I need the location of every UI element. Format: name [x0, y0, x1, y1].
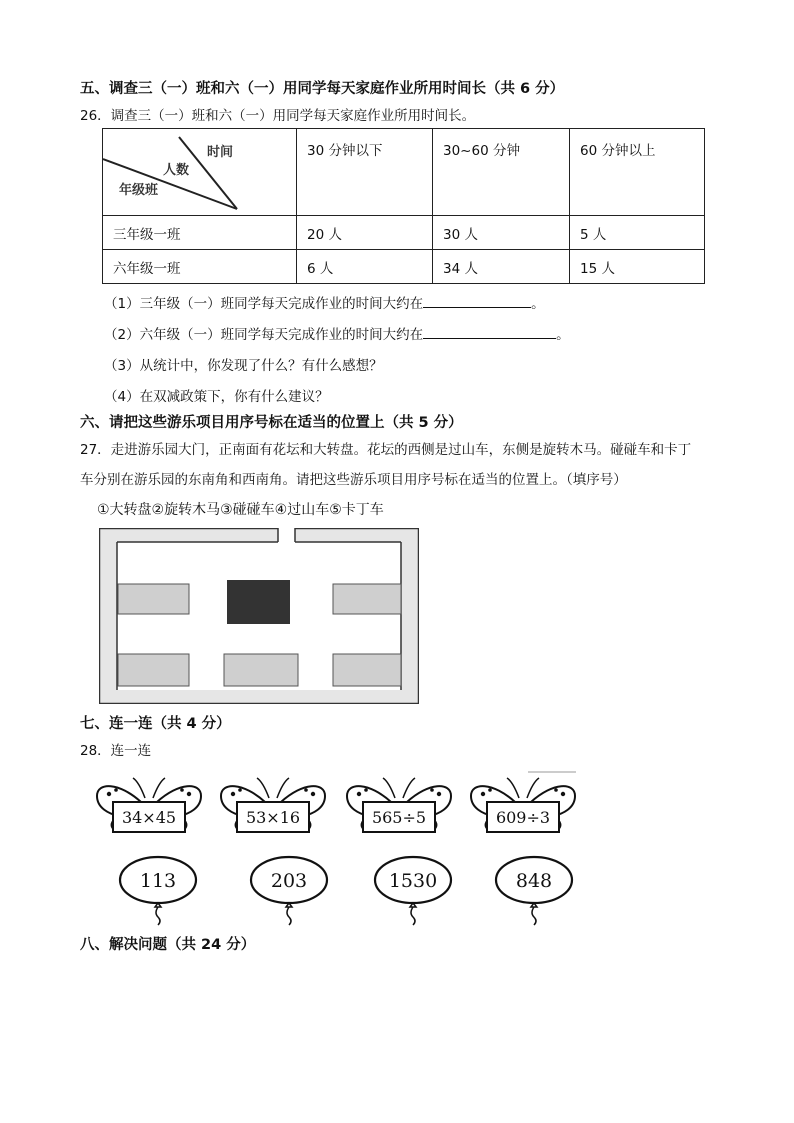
homework-time-table	[102, 128, 705, 284]
butterfly-card[interactable]	[471, 778, 575, 832]
balloon-string	[531, 903, 537, 925]
sub-question-2	[104, 323, 570, 343]
butterfly-card[interactable]	[97, 778, 201, 832]
butterfly-antenna	[527, 778, 539, 798]
section8-heading: 八、解决问题（共 24 分）	[80, 937, 256, 953]
expression-text: 565÷5	[371, 808, 427, 827]
table-cell: 34 人	[433, 250, 570, 284]
sub-question-3: （3）从统计中，你发现了什么？有什么感想？	[104, 358, 383, 374]
answer-text: 113	[139, 870, 177, 892]
table-cell: 20 人	[297, 216, 433, 250]
question-26-text: 26．调查三（一）班和六（一）用同学每天家庭作业所用时间长。	[80, 108, 476, 124]
expression-text: 53×16	[245, 808, 301, 827]
question-28-text: 28．连一连	[80, 743, 152, 759]
amusement-park-map	[99, 528, 419, 704]
plot-southeast	[333, 654, 401, 686]
row-label: 三年级一班	[103, 216, 297, 250]
balloon-answer[interactable]	[120, 857, 196, 925]
table-cell: 6 人	[297, 250, 433, 284]
balloon-string	[286, 903, 292, 925]
butterfly-card[interactable]	[221, 778, 325, 832]
butterfly-antenna	[153, 778, 165, 798]
answer-blank-1[interactable]	[423, 293, 531, 308]
balloon-answer[interactable]	[496, 857, 572, 925]
plot-southwest	[118, 654, 189, 686]
butterfly-antenna	[277, 778, 289, 798]
column-header-2: 30~60 分钟	[433, 129, 570, 216]
diagonal-lines	[103, 129, 296, 215]
sub-question-1	[104, 292, 545, 312]
butterfly-card[interactable]	[347, 778, 451, 832]
row-label: 六年级一班	[103, 250, 297, 284]
table-row	[103, 216, 705, 250]
sub-question-4: （4）在双减政策下，你有什么建议？	[104, 389, 329, 405]
plot-east	[333, 584, 401, 614]
table-cell: 30 人	[433, 216, 570, 250]
column-header-1: 30 分钟以下	[297, 129, 433, 216]
butterfly-antenna	[403, 778, 415, 798]
corner-label-grade: 年级班	[119, 183, 159, 198]
period: 。	[556, 327, 570, 343]
answer-blank-2[interactable]	[423, 324, 556, 339]
center-flower-bed	[227, 580, 290, 624]
balloon-answer[interactable]	[251, 857, 327, 925]
question-27-line1: 27．走进游乐园大门，正南面有花坛和大转盘。花坛的西侧是过山车，东侧是旋转木马。碰碰车和卡丁	[80, 442, 692, 458]
answer-text: 848	[515, 870, 553, 892]
column-header-3: 60 分钟以上	[570, 129, 705, 216]
balloon-answer[interactable]	[375, 857, 451, 925]
expression-text: 34×45	[121, 808, 177, 827]
matching-diagram	[90, 768, 590, 926]
butterfly-antenna	[133, 778, 145, 798]
table-row	[103, 250, 705, 284]
section6-heading: 六、请把这些游乐项目用序号标在适当的位置上（共 5 分）	[80, 415, 463, 431]
balloon-string	[410, 903, 416, 925]
butterfly-antenna	[383, 778, 395, 798]
plot-south	[224, 654, 298, 686]
corner-label-people: 人数	[163, 163, 190, 178]
expression-text: 609÷3	[495, 808, 551, 827]
section7-heading: 七、连一连（共 4 分）	[80, 716, 231, 732]
sub-question-2-text: （2）六年级（一）班同学每天完成作业的时间大约在	[104, 327, 424, 343]
table-cell: 15 人	[570, 250, 705, 284]
period: 。	[531, 296, 545, 312]
answer-text: 1530	[388, 870, 438, 892]
corner-label-time: 时间	[207, 145, 234, 160]
answer-text: 203	[270, 870, 308, 892]
park-gate	[278, 528, 295, 542]
table-corner-header	[103, 129, 297, 216]
plot-west	[118, 584, 189, 614]
question-27-line2: 车分别在游乐园的东南角和西南角。请把这些游乐项目用序号标在适当的位置上。（填序号）	[80, 472, 627, 488]
butterfly-antenna	[507, 778, 519, 798]
table-cell: 5 人	[570, 216, 705, 250]
balloon-string	[155, 903, 161, 925]
sub-question-1-text: （1）三年级（一）班同学每天完成作业的时间大约在	[104, 296, 424, 312]
section5-heading: 五、调查三（一）班和六（一）用同学每天家庭作业所用时间长（共 6 分）	[80, 81, 565, 97]
amusement-options: ①大转盘②旋转木马③碰碰车④过山车⑤卡丁车	[97, 502, 384, 518]
butterfly-antenna	[257, 778, 269, 798]
